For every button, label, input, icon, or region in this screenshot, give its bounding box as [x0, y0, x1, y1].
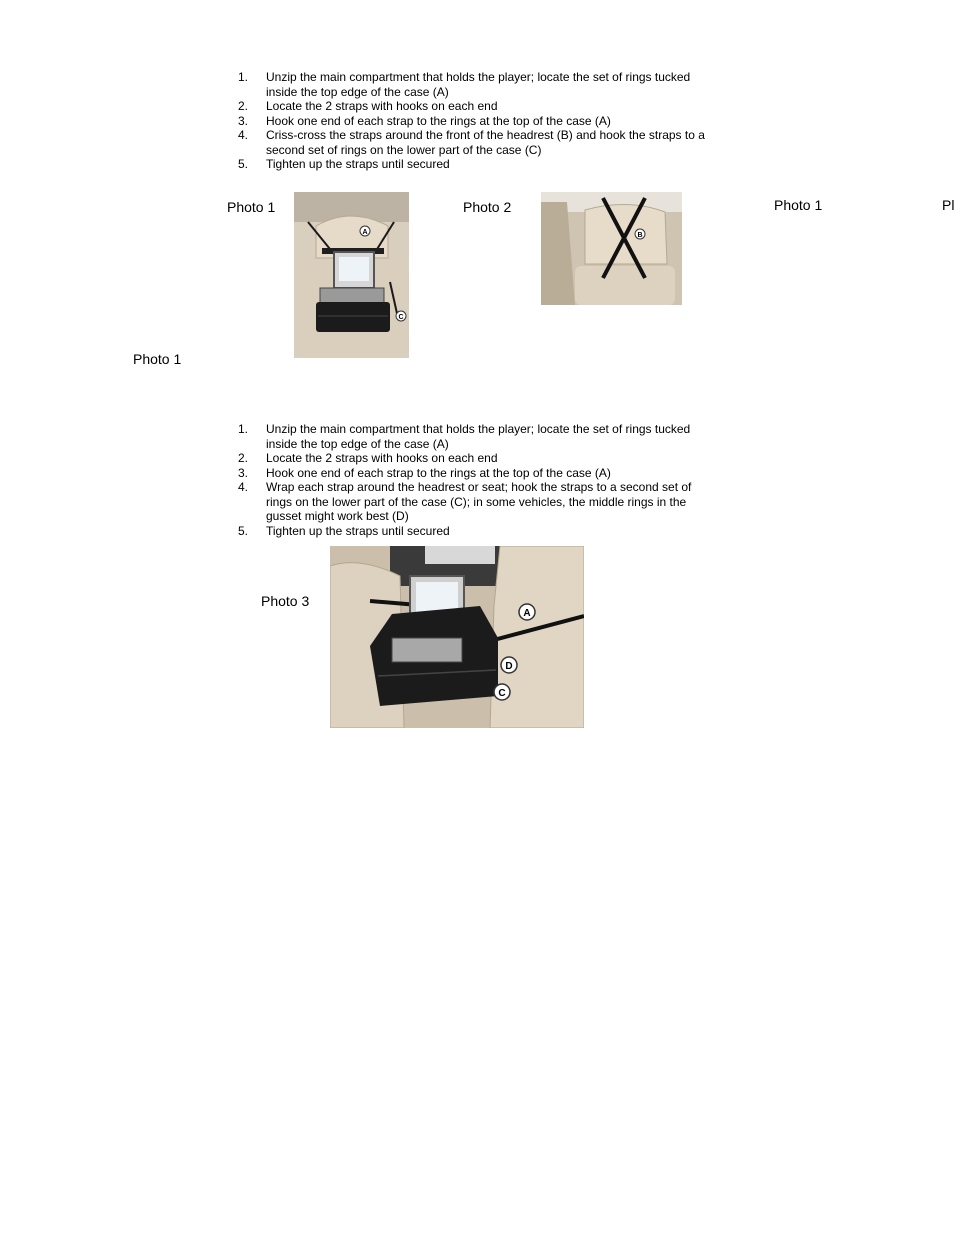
instruction-step — [238, 422, 718, 451]
instruction-step — [238, 157, 718, 172]
step-number: 4. — [238, 128, 249, 142]
photo-2-image — [541, 192, 682, 305]
callout-c-marker — [494, 684, 510, 700]
instruction-step — [238, 114, 718, 129]
step-text: Hook one end of each strap to the rings at the top of the case (A) — [266, 113, 611, 128]
callout-c-marker — [396, 311, 406, 321]
instruction-list-2 — [238, 422, 718, 538]
step-number: 3. — [238, 465, 249, 480]
photo-3-image — [330, 546, 584, 728]
instruction-step — [238, 480, 718, 524]
step-number: 5. — [238, 523, 249, 538]
step-text: Unzip the main compartment that holds the player; locate the set of rings tucked inside the top edge of the case (A) — [266, 70, 691, 99]
step-text: Criss-cross the straps around the front of the headrest (B) and hook the straps to a second set of rings on the lower part of the case (C) — [266, 128, 705, 157]
step-number: 5. — [238, 157, 249, 171]
step-text: Tighten up the straps until secured — [266, 523, 450, 538]
step-number: 3. — [238, 113, 249, 128]
photo-1-caption: Photo 1 — [227, 199, 276, 215]
instruction-step — [238, 451, 718, 466]
callout-a-label: A — [523, 608, 531, 619]
callout-a-marker — [519, 604, 535, 620]
photo-3-caption: Photo 3 — [261, 593, 310, 609]
callout-d-marker — [501, 657, 517, 673]
step-text: Hook one end of each strap to the rings at the top of the case (A) — [266, 465, 611, 480]
instruction-step — [238, 466, 718, 481]
callout-c-label: C — [398, 314, 404, 321]
instruction-step — [238, 128, 718, 157]
clipped-caption: Pl — [942, 197, 954, 213]
instruction-step — [238, 524, 718, 539]
photo-1-image — [294, 192, 409, 358]
step-text: Locate the 2 straps with hooks on each end — [266, 451, 498, 465]
photo-1-right-caption: Photo 1 — [774, 197, 823, 213]
step-number: 4. — [238, 480, 249, 494]
callout-b-label: B — [637, 232, 643, 239]
callout-a-marker — [360, 226, 370, 236]
step-text: Unzip the main compartment that holds the player; locate the set of rings tucked inside the top edge of the case (A) — [266, 422, 691, 451]
photo-1-bottom-caption: Photo 1 — [133, 351, 182, 367]
photo-2-caption: Photo 2 — [463, 199, 512, 215]
callout-d-label: D — [505, 661, 513, 672]
callout-b-marker — [635, 229, 645, 239]
callout-c-label: C — [498, 688, 506, 699]
step-text: Tighten up the straps until secured — [266, 157, 450, 171]
step-number: 2. — [238, 451, 249, 465]
step-number: 1. — [238, 422, 249, 436]
instruction-step — [238, 70, 718, 99]
instruction-list-1 — [238, 70, 718, 172]
instruction-step — [238, 99, 718, 114]
step-number: 1. — [238, 70, 249, 84]
callout-a-label: A — [362, 229, 368, 236]
step-text: Locate the 2 straps with hooks on each end — [266, 99, 498, 113]
step-text: Wrap each strap around the headrest or seat; hook the straps to a second set of rings on the lower part of the case (C); in some vehicles, the middle rings in the gusset might work best (D) — [266, 480, 692, 523]
step-number: 2. — [238, 99, 249, 113]
